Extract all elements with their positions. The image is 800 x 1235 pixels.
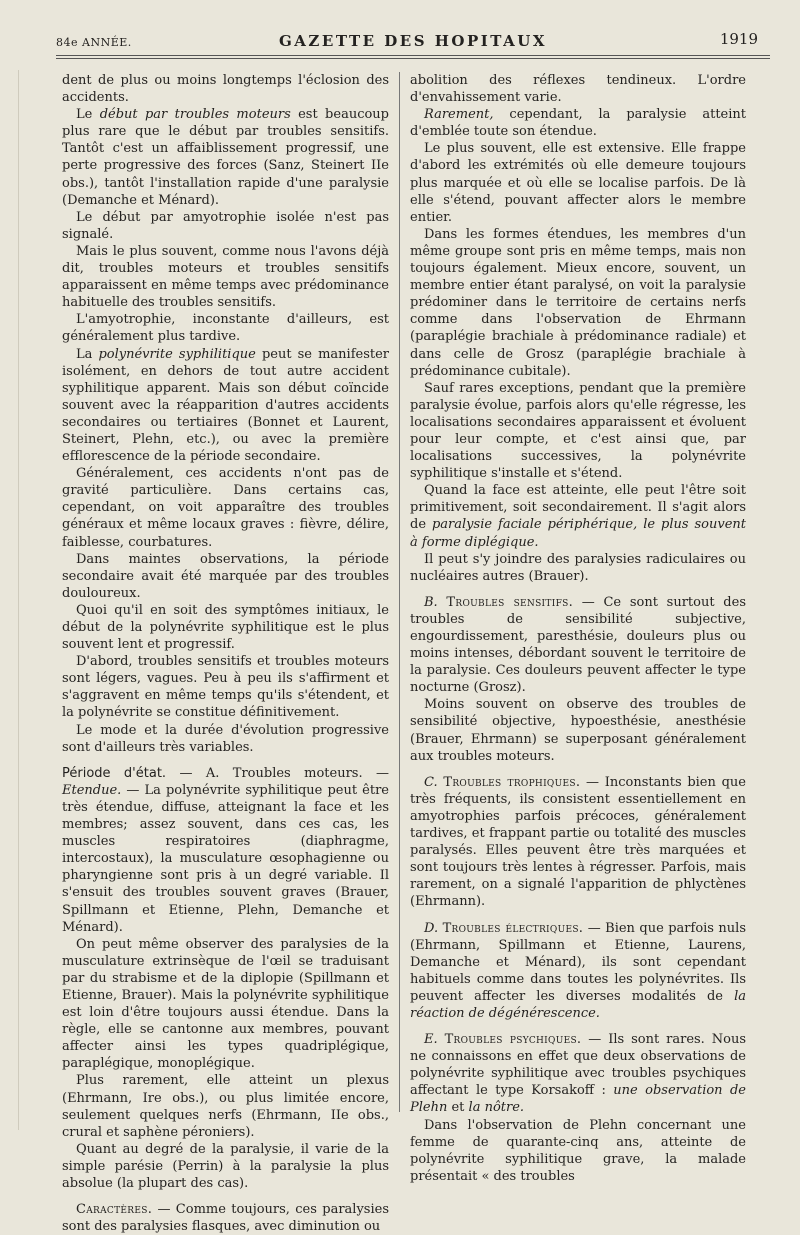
paragraph: Le mode et la durée d'évolution progressive sont d'ailleurs très variables. (62, 722, 389, 755)
paragraph: Rarement, cependant, la paralysie atteint d'emblée toute son étendue. (410, 107, 746, 140)
header-rule-thin (56, 55, 770, 56)
header-rule-thick (56, 58, 770, 59)
paragraph: L'amyotrophie, inconstante d'ailleurs, est généralement plus tardive. (62, 312, 389, 345)
header-year-edition: 84e ANNÉE. (56, 36, 132, 49)
paragraph: Quand la face est atteinte, elle peut l'être soit primitivement, soit secondairement. Il s'agit alors de paralysie faciale périphérique, le plus souvent à forme diplégique. (410, 483, 746, 550)
subsection-troubles-trophiques: C. Troubles trophiques. — Inconstants bien que très fréquents, ils consistent essentiellement en amyotrophies parfois précoces, généralement tardives, et frappant partie ou totalité des muscles paralysés. Elles peuvent être très marquées et sont toujours très lentes à régresser. Parfois, mais rarement, on a signalé l'apparition de phlyctènes (Ehrmann). (410, 774, 746, 910)
left-column (62, 72, 389, 1235)
paragraph: Il peut s'y joindre des paralysies radiculaires ou nucléaires autres (Brauer). (410, 551, 746, 584)
paragraph: Dans l'observation de Plehn concernant une femme de quarante-cinq ans, atteinte de polynévrite syphilitique grave, la malade présentait « des troubles (410, 1117, 746, 1184)
paragraph: abolition des réflexes tendineux. L'ordre d'envahissement varie. (410, 73, 746, 106)
paragraph: Sauf rares exceptions, pendant que la première paralysie évolue, parfois alors qu'elle régresse, les localisations secondaires apparaissent et évoluent pour leur compte, et c'est ainsi que, par localisations successives, la polynévrite syphilitique s'installe et s'étend. (410, 380, 746, 482)
header-year: 1919 (719, 30, 758, 48)
paragraph: D'abord, troubles sensitifs et troubles moteurs sont légers, vagues. Peu à peu ils s'affirment et s'aggravent en même temps qu'ils s'étendent, et la polynévrite se constitue définitivement. (62, 654, 389, 721)
paragraph: On peut même observer des paralysies de la musculature extrinsèque de l'œil se traduisant par du strabisme et de la diplopie (Spillmann et Etienne, Brauer). Mais la polynévrite syphilitique est loin d'être toujours aussi étendue. Dans la règle, elle se cantonne aux membres, pouvant affecter ainsi les types quadriplégique, paraplégique, monoplégique. (62, 936, 389, 1072)
subsection-troubles-psychiques: E. Troubles psychiques. — Ils sont rares. Nous ne connaissons en effet que deux observations de polynévrite syphilitique avec troubles psychiques affectant le type Korsakoff : une observation de Plehn et la nôtre. (410, 1032, 747, 1116)
subsection-caracteres: Caractères. — Comme toujours, ces paralysies sont des paralysies flasques, avec diminution ou (62, 1202, 389, 1235)
paragraph: Moins souvent on observe des troubles de sensibilité objective, hypoesthésie, anesthésie (Brauer, Ehrmann) se superposant généralement aux troubles moteurs. (410, 697, 746, 764)
paragraph: Le début par amyotrophie isolée n'est pas signalé. (62, 209, 389, 242)
paragraph: Mais le plus souvent, comme nous l'avons déjà dit, troubles moteurs et troubles sensitifs apparaissent en même temps avec prédominance habituelle des troubles sensitifs. (62, 243, 389, 311)
paragraph: Généralement, ces accidents n'ont pas de gravité particulière. Dans certains cas, cependant, on voit apparaître des troubles généraux et même locaux graves : fièvre, délire, faiblesse, courbatures. (62, 466, 389, 550)
paragraph: Dans les formes étendues, les membres d'un même groupe sont pris en même temps, mais non toujours également. Mieux encore, souvent, un membre entier étant paralysé, on voit la paralysie prédominer dans le territoire de certains nerfs comme dans l'observation de Ehrmann (paraplégie brachiale à prédominance radiale) et dans celle de Grosz (paraplégie brachiale à prédominance cubitale). (410, 226, 746, 379)
subsection-troubles-sensitifs: B. Troubles sensitifs. — Ce sont surtout des troubles de sensibilité subjective, engourdissement, paresthésie, douleurs plus ou moins intenses, débordant souvent le territoire de la paralysie. Ces douleurs peuvent affecter le type nocturne (Grosz). (410, 594, 746, 696)
paragraph: Plus rarement, elle atteint un plexus (Ehrmann, Ire obs.), ou plus limitée encore, seulement quelques nerfs (Ehrmann, IIe obs., crural et saphène péroniers). (62, 1073, 389, 1140)
paragraph: Quant au degré de la paralysie, il varie de la simple parésie (Perrin) à la paralysie la plus absolue (la plupart des cas). (62, 1141, 389, 1191)
paragraph: Quoi qu'il en soit des symptômes initiaux, le début de la polynévrite syphilitique est le plus souvent lent et progressif. (62, 602, 389, 653)
subsection-troubles-electriques: D. Troubles électriques. — Bien que parfois nuls (Ehrmann, Spillmann et Etienne, Laurens, Demanche et Ménard), ils sont cependant habituels comme dans toutes les polynévrites. Ils peuvent affecter les diverses modalités de la réaction de dégénérescence. (410, 920, 747, 1021)
right-column (410, 72, 746, 1185)
paragraph: dent de plus ou moins longtemps l'éclosion des accidents. (62, 73, 389, 106)
section-heading-periode-etat: Période d'état. — A. Troubles moteurs. — Etendue. — La polynévrite syphilitique peut être très étendue, diffuse, atteignant la face et les membres; assez souvent, dans ces cas, les muscles respiratoires (diaphragme, intercostaux), la musculature œsophagienne ou pharyngienne sont pris à un degré variable. Il s'ensuit des troubles souvent graves (Brauer, Spillmann et Etienne, Plehn, Demanche et Ménard). (62, 765, 389, 935)
running-header (56, 30, 770, 52)
column-divider (399, 72, 400, 1112)
paragraph: Le plus souvent, elle est extensive. Elle frappe d'abord les extrémités où elle demeure toujours plus marquée et où elle se localise parfois. De là elle s'étend, pouvant affecter alors le membre entier. (410, 141, 746, 225)
header-journal-title: GAZETTE DES HOPITAUX (278, 32, 547, 50)
paragraph: Le début par troubles moteurs est beaucoup plus rare que le début par troubles sensitifs. Tantôt c'est un affaiblissement progressif, une perte progressive des forces (Sanz, Steinert IIe obs.), tantôt l'installation rapide d'une paralysie (Demanche et Ménard). (62, 107, 389, 208)
page-edge-shadow (18, 70, 19, 1130)
paragraph: Dans maintes observations, la période secondaire avait été marquée par des troubles douloureux. (62, 551, 389, 601)
paragraph: La polynévrite syphilitique peut se manifester isolément, en dehors de tout autre accident syphilitique apparent. Mais son début coïncide souvent avec la réapparition d'autres accidents secondaires ou tertiaires (Bonnet et Laurent, Steinert, Plehn, etc.), ou avec la première efflorescence de la période secondaire. (62, 346, 389, 465)
